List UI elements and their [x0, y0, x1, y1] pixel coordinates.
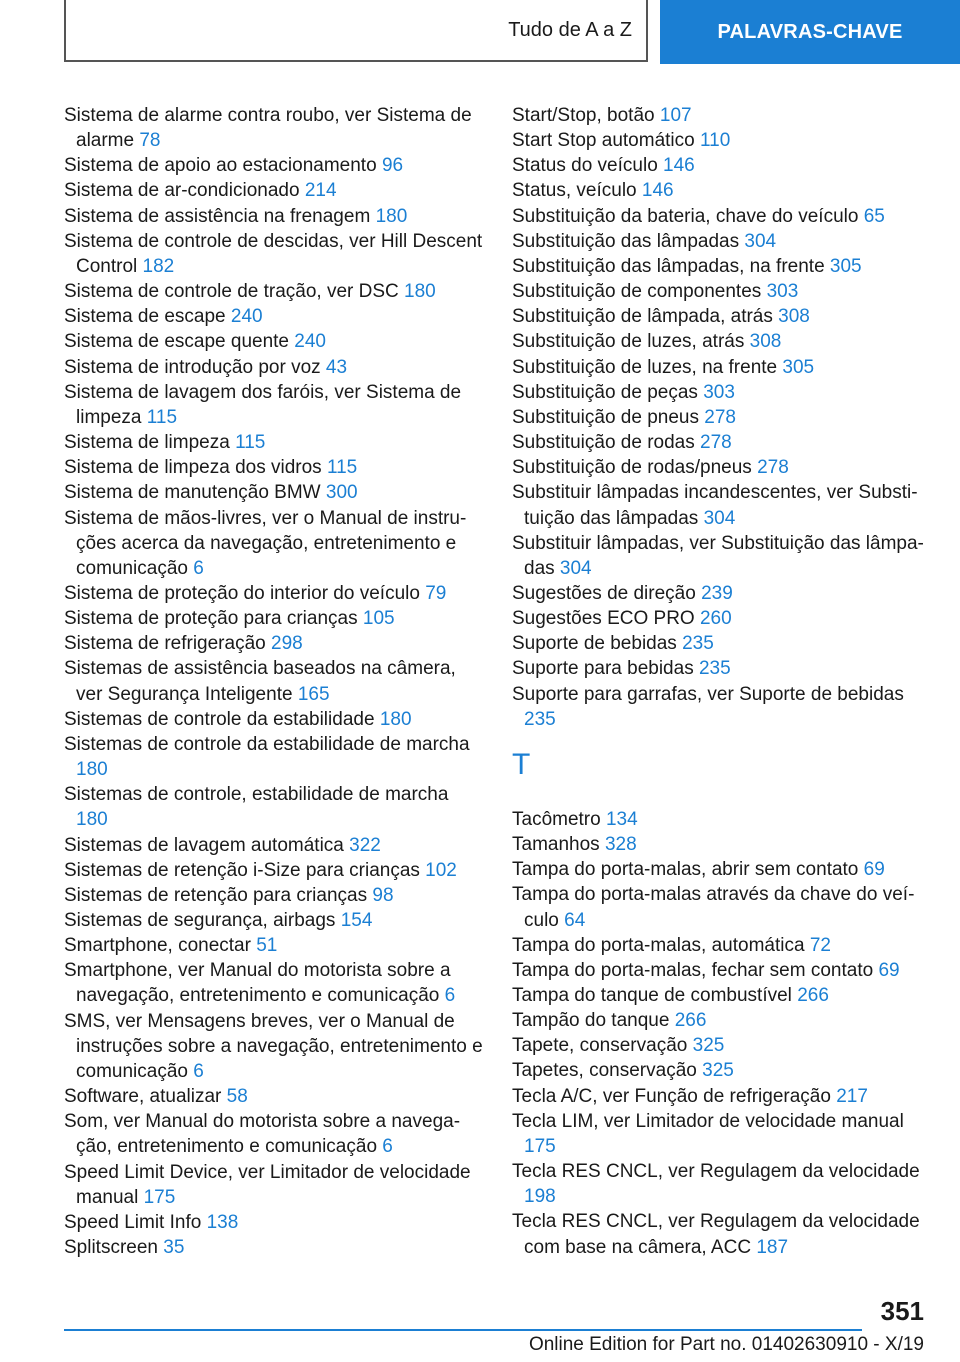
index-entry-page-link[interactable]: 235: [698, 658, 731, 680]
index-entry: [512, 455, 932, 480]
index-entry-page-link[interactable]: 298: [271, 633, 303, 655]
index-entry: [512, 606, 932, 631]
index-entry-page-link[interactable]: 300: [325, 482, 358, 504]
index-entry-page-link[interactable]: 325: [702, 1060, 734, 1082]
index-entry: [64, 732, 484, 782]
index-entry-page-link[interactable]: 180: [76, 759, 108, 781]
index-entry: [64, 656, 484, 706]
index-entry-text: Sistema de introdução por voz: [64, 356, 321, 378]
index-entry: [512, 254, 932, 279]
index-entry-text: SMS, ver Mensagens breves, ver o Manual de instruções sobre a navegação, entretenimento e comunicação: [64, 1010, 483, 1082]
index-entry-page-link[interactable]: 98: [372, 884, 394, 906]
index-entry-page-link[interactable]: 72: [809, 934, 831, 956]
index-entry: [512, 430, 932, 455]
index-entry-text: Tecla LIM, ver Limitador de velocidade manual: [512, 1110, 904, 1132]
index-entry: [64, 1235, 484, 1260]
index-entry-page-link[interactable]: 146: [663, 155, 695, 177]
index-entry-page-link[interactable]: 175: [143, 1186, 176, 1208]
index-entry-page-link[interactable]: 134: [605, 808, 638, 830]
index-entry-text: Substituição das lâmpadas, na frente: [512, 255, 825, 277]
index-entry-page-link[interactable]: 308: [778, 306, 810, 328]
index-entry: [512, 1084, 932, 1109]
index-entry-page-link[interactable]: 240: [230, 306, 263, 328]
index-entry-text: Sistema de apoio ao estacionamento: [64, 155, 377, 177]
index-entry-page-link[interactable]: 180: [404, 281, 436, 303]
index-entry-page-link[interactable]: 240: [294, 331, 326, 353]
index-entry-text: Substituição de luzes, na frente: [512, 356, 778, 378]
index-entry-page-link[interactable]: 64: [564, 909, 586, 931]
index-entry-text: Suporte para garrafas, ver Suporte de bebidas: [512, 683, 904, 705]
index-entry: [64, 355, 484, 380]
index-entry-text: Substituição de rodas/pneus: [512, 457, 752, 479]
index-entry-text: Sistema de refrigeração: [64, 633, 266, 655]
index-entry-text: Smartphone, conectar: [64, 935, 251, 957]
index-entry-text: Sistema de mãos-livres, ver o Manual de instruções acerca da navegação, entretenimento e comunicação: [64, 507, 467, 579]
index-entry: [512, 933, 932, 958]
index-entry: [64, 581, 484, 606]
index-entry-page-link[interactable]: 6: [382, 1136, 393, 1158]
index-entry-page-link[interactable]: 180: [76, 809, 108, 831]
index-entry: [512, 958, 932, 983]
index-entry-text: Substituição de pneus: [512, 406, 699, 428]
index-entry-text: Start/Stop, botão: [512, 105, 655, 126]
index-entry-page-link[interactable]: 102: [425, 859, 457, 881]
index-entry: [512, 355, 932, 380]
index-entry: [64, 380, 484, 430]
index-entry-page-link[interactable]: 217: [836, 1085, 868, 1107]
keywords-tab[interactable]: PALAVRAS-CHAVE: [660, 0, 960, 64]
index-entry: [64, 229, 484, 279]
index-entry: [512, 204, 932, 229]
index-entry-page-link[interactable]: 239: [701, 582, 733, 604]
index-entry-page-link[interactable]: 105: [362, 608, 395, 630]
index-entry: [512, 857, 932, 882]
index-entry-text: Sistemas de assistência baseados na câmera, ver Segurança Inteligente: [64, 658, 456, 705]
index-entry: [64, 178, 484, 203]
index-group-t: [512, 807, 932, 1260]
index-entry-text: Tecla RES CNCL, ver Regulagem da velocidade com base na câmera, ACC: [512, 1211, 920, 1258]
index-entry-page-link[interactable]: 6: [193, 557, 204, 579]
index-entry: [512, 581, 932, 606]
index-entry-text: Substituição de lâmpada, atrás: [512, 306, 773, 328]
index-entry-page-link[interactable]: 235: [524, 708, 556, 730]
index-entry-page-link[interactable]: 110: [700, 130, 731, 152]
index-entry: [512, 1109, 932, 1159]
index-entry-page-link[interactable]: 328: [604, 834, 637, 856]
index-column-right: [512, 103, 932, 1260]
index-entry-page-link[interactable]: 266: [797, 985, 829, 1006]
index-entry: [64, 329, 484, 354]
index-entry-page-link[interactable]: 278: [757, 457, 789, 479]
index-entry: [64, 933, 484, 958]
index-entry: [64, 1160, 484, 1210]
index-entry: [512, 480, 932, 530]
index-entry-text: Speed Limit Info: [64, 1211, 202, 1233]
index-entry-text: Sistemas de lavagem automática: [64, 834, 344, 856]
index-entry-text: Substituição de rodas: [512, 432, 695, 454]
index-entry-text: Tecla RES CNCL, ver Regulagem da velocidade: [512, 1161, 920, 1183]
index-entry-page-link[interactable]: 35: [163, 1237, 185, 1259]
section-title: Tudo de A a Z: [64, 0, 648, 62]
index-entry-page-link[interactable]: 79: [425, 582, 447, 604]
index-entry-text: Substituição da bateria, chave do veículo: [512, 205, 859, 227]
index-entry-text: Smartphone, ver Manual do motorista sobre a navegação, entretenimento e comunicação: [64, 960, 451, 1007]
index-entry: [64, 1210, 484, 1235]
index-entry-text: Tapete, conservação: [512, 1035, 688, 1057]
index-entry-text: Sistema de proteção do interior do veículo: [64, 582, 420, 604]
index-entry-text: Tampa do tanque de combustível: [512, 985, 792, 1006]
index-entry-page-link[interactable]: 303: [766, 281, 799, 303]
index-entry-page-link[interactable]: 180: [379, 708, 412, 730]
index-entry: [64, 1109, 484, 1159]
index-entry-text: Sistema de proteção para crianças: [64, 608, 358, 630]
index-entry-page-link[interactable]: 235: [682, 633, 714, 655]
index-entry: [64, 304, 484, 329]
index-entry: [512, 682, 932, 732]
index-entry: [512, 103, 932, 128]
index-entry-text: Status, veículo: [512, 180, 637, 202]
index-entry-text: Sistemas de segurança, airbags: [64, 910, 336, 931]
index-entry-text: Substituição das lâmpadas: [512, 230, 740, 252]
index-entry-text: Suporte para bebidas: [512, 658, 694, 680]
index-entry-text: Substituir lâmpadas, ver Substituição das lâmpadas: [512, 532, 924, 579]
index-entry-text: Substituir lâmpadas incandescentes, ver Substituição das lâmpadas: [512, 482, 918, 529]
index-entry-page-link[interactable]: 304: [744, 230, 777, 252]
index-entry: [64, 103, 484, 153]
index-entry: [64, 958, 484, 1008]
index-entry-text: Sistemas de retenção para crianças: [64, 884, 368, 906]
index-entry-text: Sistema de controle de descidas, ver Hill Descent Control: [64, 230, 483, 277]
index-entry-page-link[interactable]: 198: [524, 1186, 556, 1208]
index-entry-text: Sistema de lavagem dos faróis, ver Sistema de limpeza: [64, 381, 462, 428]
index-entry: [64, 782, 484, 832]
index-entry-page-link[interactable]: 115: [146, 406, 178, 428]
index-entry-page-link[interactable]: 78: [139, 130, 161, 152]
index-entry-text: Tampão do tanque: [512, 1010, 670, 1032]
index-entry-page-link[interactable]: 6: [193, 1060, 204, 1082]
index-entry-text: Sistema de escape: [64, 306, 226, 328]
index-entry-page-link[interactable]: 305: [782, 356, 815, 378]
index-entry: [64, 1084, 484, 1109]
index-entry-page-link[interactable]: 180: [375, 205, 408, 227]
index-entry: [64, 908, 484, 933]
index-entry-text: Sugestões ECO PRO: [512, 608, 695, 630]
index-entry-page-link[interactable]: 115: [326, 457, 358, 479]
index-entry: [64, 506, 484, 581]
index-entry-text: Tampa do porta-malas, automática: [512, 934, 805, 956]
index-entry: [64, 606, 484, 631]
index-entry-text: Splitscreen: [64, 1237, 158, 1259]
index-entry-text: Sistema de alarme contra roubo, ver Sistema de alarme: [64, 105, 472, 152]
index-entry: [64, 883, 484, 908]
index-entry-text: Som, ver Manual do motorista sobre a navegação, entretenimento e comunicação: [64, 1111, 461, 1158]
index-entry: [512, 380, 932, 405]
index-entry: [64, 833, 484, 858]
index-entry: [512, 656, 932, 681]
index-entry: [512, 807, 932, 832]
index-entry-page-link[interactable]: 69: [863, 859, 885, 881]
index-entry: [512, 329, 932, 354]
index-entry-text: Sistemas de retenção i-Size para crianças: [64, 859, 420, 881]
index-entry-text: Substituição de luzes, atrás: [512, 331, 745, 353]
index-entry: [64, 1009, 484, 1084]
index-entry-page-link[interactable]: 304: [703, 507, 736, 529]
index-entry-text: Sugestões de direção: [512, 582, 696, 604]
index-entry: [512, 153, 932, 178]
index-entry-text: Start Stop automático: [512, 130, 695, 152]
index-entry-page-link[interactable]: 278: [704, 406, 736, 428]
index-entry: [512, 178, 932, 203]
index-entry-text: Substituição de componentes: [512, 281, 762, 303]
index-column-left: [64, 103, 484, 1260]
index-entry: [512, 128, 932, 153]
index-entry: [512, 531, 932, 581]
index-entry: [512, 832, 932, 857]
index-entry: [512, 983, 932, 1008]
index-entry-text: Tecla A/C, ver Função de refrigeração: [512, 1085, 831, 1107]
index-entry-text: Tamanhos: [512, 834, 600, 856]
page-header: [64, 0, 960, 64]
index-entry-page-link[interactable]: 65: [863, 205, 885, 227]
index-entry-text: Tampa do porta-malas, abrir sem contato: [512, 859, 859, 881]
index-entry: [64, 430, 484, 455]
index-entry: [512, 1159, 932, 1209]
index-entry-page-link[interactable]: 322: [349, 834, 381, 856]
index-entry-page-link[interactable]: 266: [674, 1010, 707, 1032]
index-entry-page-link[interactable]: 165: [297, 683, 330, 705]
footer-divider: [64, 1329, 862, 1331]
index-entry-text: Suporte de bebidas: [512, 633, 677, 655]
index-entry: [512, 882, 932, 932]
index-entry: [64, 858, 484, 883]
index-entry: [512, 405, 932, 430]
index-entry-text: Substituição de peças: [512, 381, 698, 403]
index-entry: [64, 153, 484, 178]
index-entry-text: Sistema de manutenção BMW: [64, 482, 321, 504]
index-entry-text: Software, atualizar: [64, 1086, 222, 1108]
index-entry-page-link[interactable]: 69: [878, 959, 900, 981]
index-entry-page-link[interactable]: 154: [340, 910, 373, 931]
index-entry-text: Sistema de controle de tração, ver DSC: [64, 281, 399, 303]
index-entry-text: Tampa do porta-malas através da chave do veículo: [512, 884, 915, 931]
index-entry-page-link[interactable]: 107: [659, 105, 692, 126]
index-entry-text: Sistemas de controle da estabilidade de marcha: [64, 733, 470, 755]
index-entry-text: Sistemas de controle, estabilidade de marcha: [64, 784, 449, 806]
index-entry-text: Tacômetro: [512, 808, 601, 830]
index-entry-text: Sistema de limpeza: [64, 432, 230, 454]
index-section-letter: T: [512, 747, 531, 781]
index-entry-page-link[interactable]: 187: [756, 1236, 789, 1258]
index-entry-page-link[interactable]: 51: [256, 935, 278, 957]
index-entry-page-link[interactable]: 325: [692, 1035, 725, 1057]
page-number: 351: [880, 1296, 924, 1326]
index-entry-page-link[interactable]: 175: [524, 1135, 556, 1157]
index-entry-page-link[interactable]: 308: [749, 331, 782, 353]
index-entry-page-link[interactable]: 304: [559, 557, 592, 579]
index-entry-page-link[interactable]: 182: [142, 255, 175, 277]
index-entry-page-link[interactable]: 260: [699, 608, 732, 630]
index-entry: [512, 304, 932, 329]
footer-edition: Online Edition for Part no. 01402630910 - X/19: [528, 1334, 924, 1355]
index-entry-text: Sistema de limpeza dos vidros: [64, 457, 322, 479]
index-entry: [512, 1008, 932, 1033]
index-entry: [512, 1058, 932, 1083]
index-entry: [64, 455, 484, 480]
index-entry: [512, 1033, 932, 1058]
index-entry-text: Tapetes, conservação: [512, 1060, 697, 1082]
index-entry-page-link[interactable]: 303: [703, 381, 735, 403]
index-entry: [64, 279, 484, 304]
index-entry-text: Sistema de ar-condicionado: [64, 180, 300, 202]
index-entry-text: Sistema de assistência na frenagem: [64, 205, 371, 227]
index-group-s: [512, 103, 932, 732]
index-entry-page-link[interactable]: 115: [235, 432, 266, 454]
index-entry-text: Tampa do porta-malas, fechar sem contato: [512, 959, 874, 981]
index-entry: [64, 707, 484, 732]
index-entry: [512, 631, 932, 656]
index-entry-page-link[interactable]: 146: [641, 180, 674, 202]
index-entry-text: Sistemas de controle da estabilidade: [64, 708, 375, 730]
index-entry: [64, 631, 484, 656]
index-entry: [512, 279, 932, 304]
index-entry-text: Status do veículo: [512, 155, 658, 177]
index-entry-page-link[interactable]: 43: [325, 356, 348, 378]
index-entry-text: Speed Limit Device, ver Limitador de velocidade manual: [64, 1161, 471, 1208]
index-entry-page-link[interactable]: 58: [226, 1086, 248, 1108]
index-entry: [64, 480, 484, 505]
index-entry: [512, 229, 932, 254]
index-entry-page-link[interactable]: 278: [700, 432, 732, 454]
index-entry-page-link[interactable]: 305: [829, 255, 862, 277]
index-entry: [512, 1209, 932, 1259]
index-entry-page-link[interactable]: 214: [304, 180, 337, 202]
index-entry-text: Sistema de escape quente: [64, 331, 289, 353]
index-entry-page-link[interactable]: 96: [381, 155, 404, 177]
index-entry-page-link[interactable]: 6: [444, 985, 456, 1007]
index-entry-page-link[interactable]: 138: [206, 1211, 239, 1233]
index-entry: [64, 204, 484, 229]
